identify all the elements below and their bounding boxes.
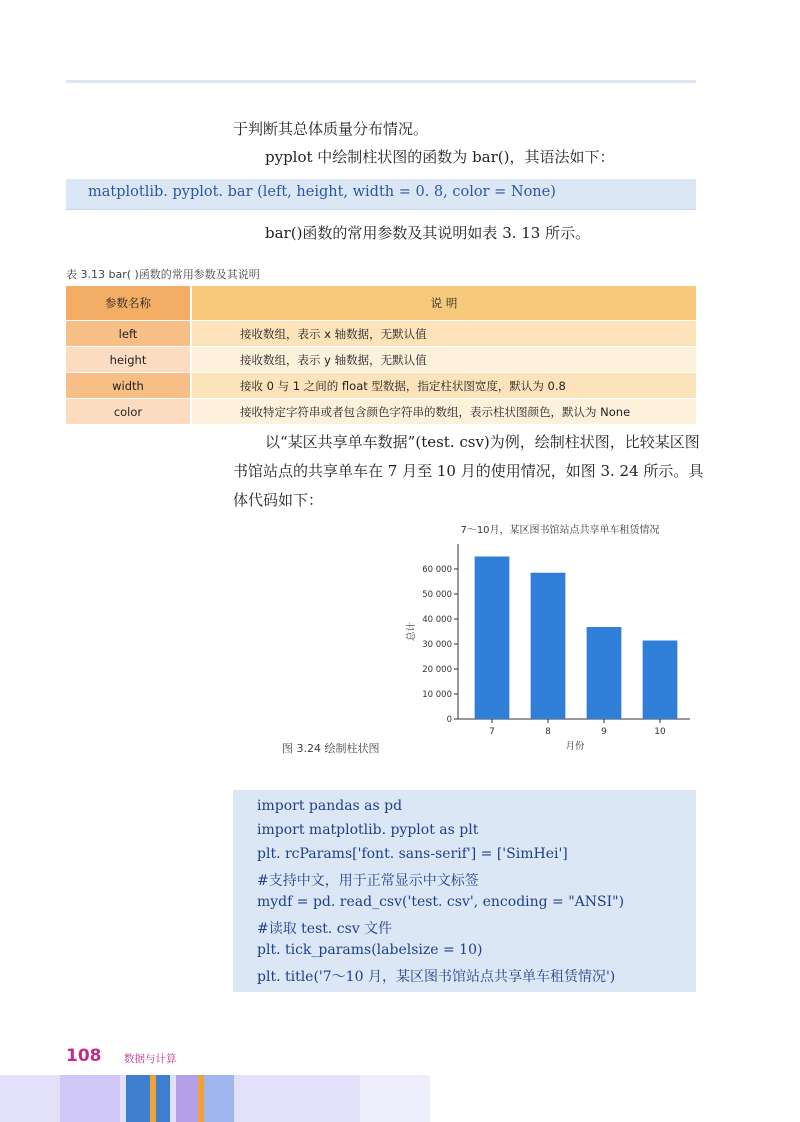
text-para-2: 书馆站点的共享单车在 7 月至 10 月的使用情况，如图 3. 24 所示。具 — [233, 462, 704, 480]
x-tick-label: 10 — [654, 727, 666, 737]
y-tick-label: 60 000 — [422, 565, 452, 575]
footer-decoration — [0, 1075, 800, 1122]
y-tick-label: 0 — [446, 715, 452, 725]
top-rule — [66, 80, 696, 83]
code-line: plt. title('7～10 月，某区图书馆站点共享单车租赁情况') — [257, 969, 616, 985]
code-block — [233, 790, 696, 992]
bar-chart-figure — [406, 516, 700, 766]
bar-chart — [406, 516, 700, 766]
table-caption: 表 3.13 bar( )函数的常用参数及其说明 — [66, 268, 260, 281]
y-tick-label: 40 000 — [422, 615, 452, 625]
x-tick-label: 9 — [601, 727, 607, 737]
code-line: import matplotlib. pyplot as plt — [257, 822, 479, 838]
text-para-1: 以“某区共享单车数据”(test. csv)为例，绘制柱状图，比较某区图 — [265, 433, 700, 451]
table-row — [66, 321, 696, 347]
parameters-table — [66, 286, 696, 424]
param-desc: 接收特定字符串或者包含颜色字符串的数组，表示柱状图颜色，默认为 None — [191, 399, 696, 425]
book-title: 数据与计算 — [124, 1053, 177, 1065]
code-comment: #支持中文，用于正常显示中文标签 — [257, 873, 479, 889]
code-comment: #读取 test. csv 文件 — [257, 921, 393, 937]
table-header-row — [66, 286, 696, 321]
param-name: color — [66, 399, 191, 425]
y-tick-label: 10 000 — [422, 690, 452, 700]
text-line-3: bar()函数的常用参数及其说明如表 3. 13 所示。 — [265, 224, 591, 242]
code-line: mydf = pd. read_csv('test. csv', encoding = "ANSI") — [257, 894, 625, 910]
y-tick-label: 30 000 — [422, 640, 452, 650]
text-line-1: 于判断其总体质量分布情况。 — [233, 120, 429, 138]
x-axis-label: 月份 — [565, 741, 585, 752]
table-header-name: 参数名称 — [66, 286, 191, 321]
syntax-code: matplotlib. pyplot. bar (left, height, width = 0. 8, color = None) — [88, 184, 556, 200]
x-tick-label: 7 — [489, 727, 495, 737]
y-tick-label: 50 000 — [422, 590, 452, 600]
x-tick-label: 8 — [545, 727, 551, 737]
bar-8 — [531, 573, 566, 719]
param-name: height — [66, 347, 191, 373]
code-line: import pandas as pd — [257, 798, 403, 814]
bar-10 — [643, 641, 678, 720]
param-desc: 接收数组，表示 y 轴数据，无默认值 — [191, 347, 696, 373]
y-axis-label: 总计 — [406, 621, 417, 642]
chart-title: 7～10月，某区图书馆站点共享单车租赁情况 — [460, 525, 660, 536]
page-number: 108 — [66, 1046, 102, 1066]
table-row — [66, 399, 696, 425]
code-line: plt. rcParams['font. sans-serif'] = ['SimHei'] — [257, 846, 568, 862]
table-row — [66, 373, 696, 399]
table-header-desc: 说 明 — [191, 286, 696, 321]
code-line: plt. tick_params(labelsize = 10) — [257, 942, 483, 958]
param-name: left — [66, 321, 191, 347]
text-para-3: 体代码如下： — [233, 491, 324, 509]
table-row — [66, 347, 696, 373]
param-desc: 接收 0 与 1 之间的 float 型数据，指定柱状图宽度，默认为 0.8 — [191, 373, 696, 399]
syntax-box — [66, 179, 696, 210]
bar-9 — [587, 627, 622, 719]
param-name: width — [66, 373, 191, 399]
figure-caption: 图 3.24 绘制柱状图 — [282, 742, 380, 755]
text-line-2: pyplot 中绘制柱状图的函数为 bar()，其语法如下： — [265, 148, 615, 166]
param-desc: 接收数组，表示 x 轴数据，无默认值 — [191, 321, 696, 347]
y-tick-label: 20 000 — [422, 665, 452, 675]
bar-7 — [475, 557, 510, 720]
